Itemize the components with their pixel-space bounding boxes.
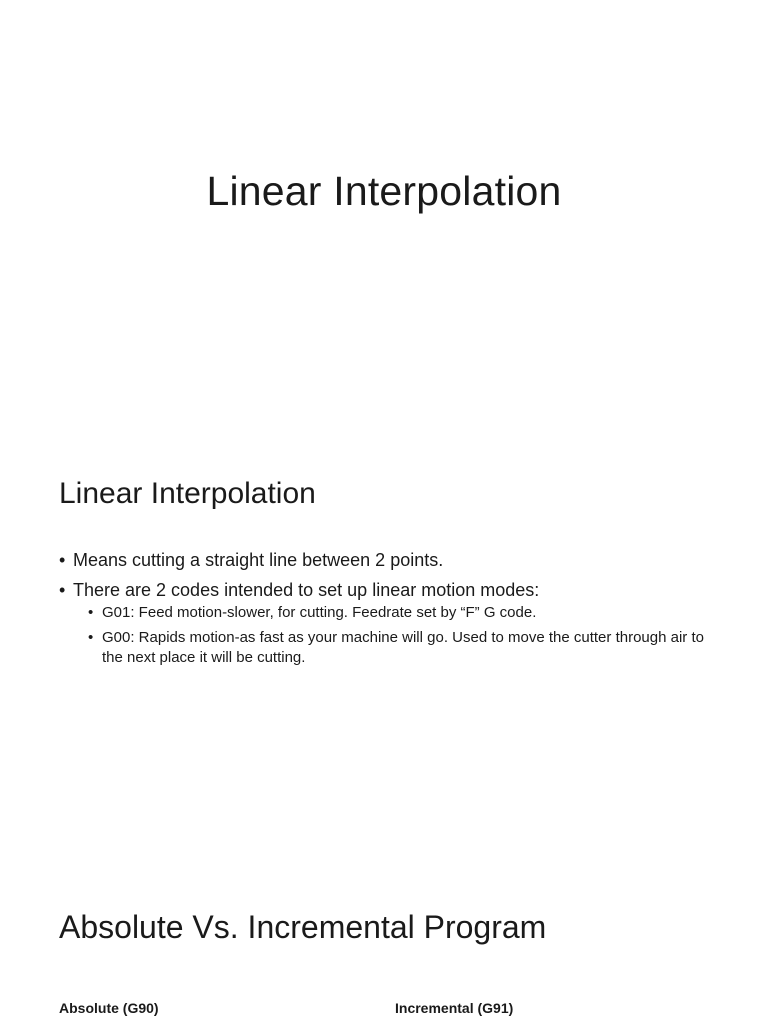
title-slide — [0, 0, 768, 432]
absolute-label: Absolute (G90) — [59, 1000, 159, 1016]
absolute-vs-incremental-slide — [0, 864, 768, 1024]
bullet-list — [59, 549, 719, 676]
slide-heading: Absolute Vs. Incremental Program — [59, 909, 547, 945]
bullet-text: Means cutting a straight line between 2 points. — [73, 550, 444, 570]
sub-bullet-item: • G01: Feed motion-slower, for cutting. Feedrate set by “F” G code. — [73, 603, 719, 623]
sub-bullet-item: • G00: Rapids motion-as fast as your machine will go. Used to move the cutter through air to the next place it will be cutting. — [73, 628, 719, 668]
slide-heading: Linear Interpolation — [59, 477, 316, 510]
title-slide-heading: Linear Interpolation — [206, 168, 562, 214]
incremental-label: Incremental (G91) — [395, 1000, 514, 1016]
linear-interpolation-slide — [0, 432, 768, 864]
bullet-item — [59, 579, 719, 668]
sub-bullet-list — [73, 603, 719, 668]
bullet-item — [59, 549, 719, 571]
bullet-text: There are 2 codes intended to set up linear motion modes: — [73, 580, 540, 600]
